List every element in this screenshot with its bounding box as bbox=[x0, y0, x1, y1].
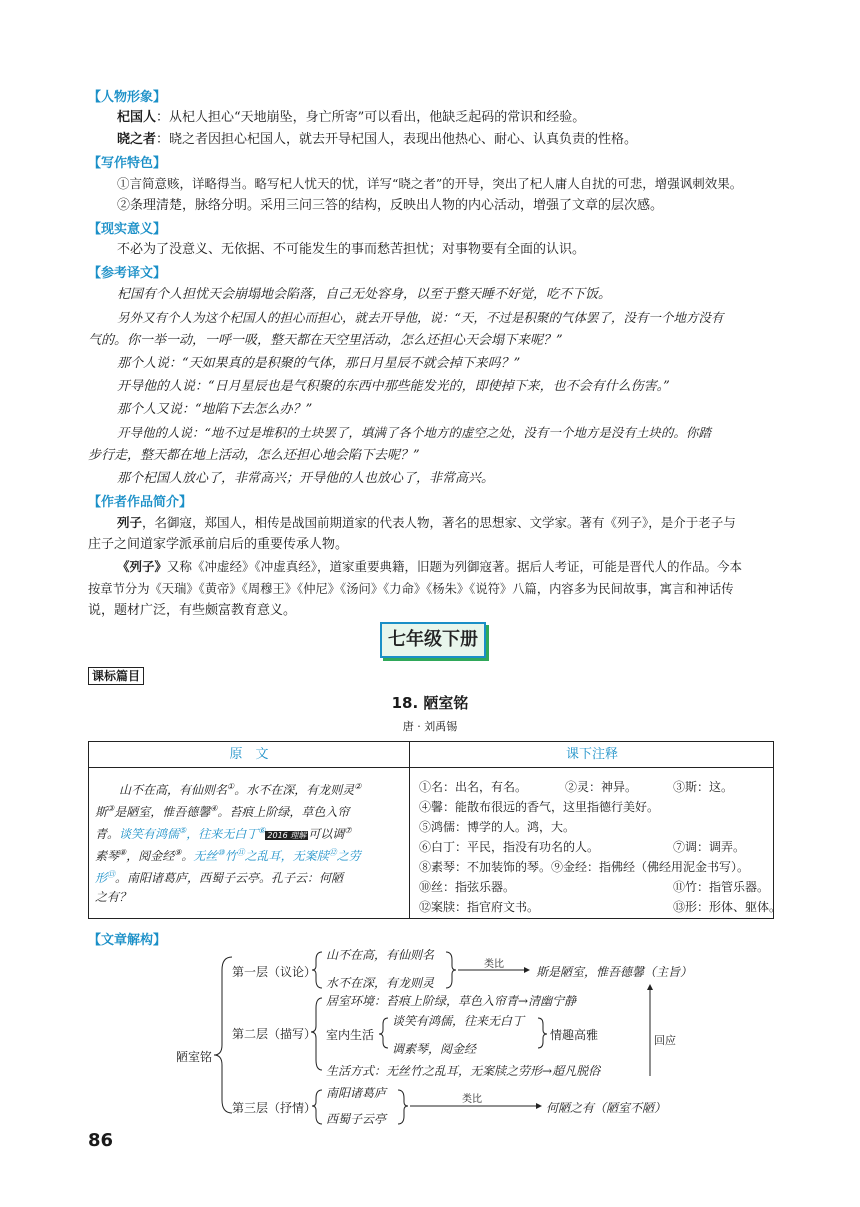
section-tag-translation: 【参考译文】 bbox=[88, 266, 167, 281]
structure-l3a: 南阳诸葛庐 bbox=[326, 1086, 387, 1100]
structure-root: 陋室铭 bbox=[176, 1050, 213, 1064]
structure-l2-life-a: 谈笑有鸿儒，往来无白丁 bbox=[392, 1014, 525, 1028]
character-p1: 杞国人：从杞人担心“天地崩坠，身亡所寄”可以看出，他缺乏起码的常识和经验。 bbox=[117, 110, 586, 125]
note-6: ⑥白丁：平民，指没有功名的人。 bbox=[419, 840, 600, 854]
author-p2b: 按章节分为《天瑞》《黄帝》《周穆王》《仲尼》《汤问》《力命》《杨朱》《说符》八篇，内容多为民间故事，寓言和神话传 bbox=[88, 582, 734, 596]
note-9: ⑨金经：指佛经（佛经用泥金书写）。 bbox=[551, 860, 750, 874]
structure-layer-1: 第一层（议论） bbox=[232, 965, 317, 979]
original-line-5: 形⑬。南阳诸葛庐，西蜀子云亭。孔子云：何陋 bbox=[95, 870, 344, 885]
structure-l2-life: 室内生活 bbox=[326, 1028, 375, 1042]
course-label: 课标篇目 bbox=[88, 667, 144, 685]
note-4: ④馨：能散布很远的香气，这里指德行美好。 bbox=[419, 800, 660, 814]
note-7: ⑦调：调弄。 bbox=[673, 840, 746, 854]
note-3: ③斯：这。 bbox=[673, 780, 734, 794]
structure-l2-life-result: 情趣高雅 bbox=[550, 1028, 599, 1042]
structure-l1-arrow-label: 类比 bbox=[484, 959, 504, 970]
translation-line-4: 那个人说：“天如果真的是积聚的气体，那日月星辰不就会掉下来吗？” bbox=[117, 356, 521, 371]
author-p2c: 说，题材广泛，有些颇富教育意义。 bbox=[88, 603, 297, 618]
writing-p2: ②条理清楚，脉络分明。采用三问三答的结构，反映出人物的内心活动，增强了文章的层次感。 bbox=[117, 198, 664, 213]
note-1: ①名：出名，有名。 bbox=[419, 780, 528, 794]
structure-echo: 回应 bbox=[654, 1034, 676, 1047]
structure-l2-life-b: 调素琴，阅金经 bbox=[392, 1042, 477, 1056]
note-13: ⑬形：形体、躯体。 bbox=[673, 900, 782, 914]
section-tag-writing: 【写作特色】 bbox=[88, 156, 167, 171]
translation-line-2: 另外又有个人为这个杞国人的担心而担心，就去开导他，说：“天，不过是积聚的气体罢了，没有一个地方没有 bbox=[117, 310, 724, 325]
original-line-3: 青。谈笑有鸿儒⑤，往来无白丁⑥2016 理解 可以调⑦ bbox=[95, 826, 352, 841]
lesson-author: 唐 · 刘禹锡 bbox=[402, 720, 458, 733]
meaning-p1: 不必为了没意义、无依据、不可能发生的事而愁苦担忧；对事物要有全面的认识。 bbox=[117, 242, 586, 257]
structure-layer-2: 第二层（描写） bbox=[232, 1027, 317, 1041]
section-tag-meaning: 【现实意义】 bbox=[88, 222, 167, 237]
structure-l3-result: 何陋之有（陋室不陋） bbox=[546, 1101, 667, 1115]
translation-line-5: 开导他的人说：“日月星辰也是气积聚的东西中那些能发光的，即使掉下来，也不会有什么伤害。” bbox=[117, 379, 670, 394]
structure-l1b: 水不在深，有龙则灵 bbox=[326, 976, 435, 990]
writing-p1: ①言简意赅，详略得当。略写杞人忧天的忧，详写“晓之者”的开导，突出了杞人庸人自扰的可悲，增强讽刺效果。 bbox=[117, 176, 743, 191]
note-8: ⑧素琴：不加装饰的琴。 bbox=[419, 860, 552, 874]
note-2: ②灵：神异。 bbox=[565, 780, 638, 794]
author-name: 列子 bbox=[117, 515, 143, 530]
lesson-title: 18. 陋室铭 bbox=[391, 694, 469, 712]
structure-l3b: 西蜀子云亭 bbox=[326, 1112, 387, 1126]
translation-line-6: 那个人又说：“地陷下去怎么办？” bbox=[117, 402, 313, 417]
structure-l2-way: 生活方式：无丝竹之乱耳，无案牍之劳形→超凡脱俗 bbox=[326, 1064, 601, 1078]
author-p2a: 《列子》又称《冲虚经》《冲虚真经》，道家重要典籍，旧题为列御寇著。据后人考证，可能是晋代人的作品。今本 bbox=[117, 559, 743, 574]
translation-line-9: 那个杞国人放心了，非常高兴；开导他的人也放心了，非常高兴。 bbox=[117, 471, 495, 486]
translation-line-1: 杞国有个人担忧天会崩塌地会陷落，自己无处容身，以至于整天睡不好觉，吃不下饭。 bbox=[117, 287, 612, 302]
table-header-notes: 课下注释 bbox=[410, 742, 774, 768]
structure-l1a: 山不在高，有仙则名 bbox=[326, 948, 435, 962]
character-p2: 晓之者：晓之者因担心杞国人，就去开导杞国人，表现出他热心、耐心、认真负责的性格。 bbox=[117, 132, 638, 147]
note-5: ⑤鸿儒：博学的人。鸿，大。 bbox=[419, 820, 576, 834]
character-name-1: 杞国人 bbox=[117, 110, 157, 125]
structure-l2-env: 居室环境：苔痕上阶绿，草色入帘青→清幽宁静 bbox=[326, 994, 577, 1008]
translation-line-8: 步行走，整天都在地上活动，怎么还担心地会陷下去呢？” bbox=[88, 448, 420, 463]
translation-line-3: 气的。你一举一动，一呼一吸，整天都在天空里活动，怎么还担心天会塌下来呢？” bbox=[88, 333, 563, 348]
table-header-original: 原 文 bbox=[89, 742, 409, 768]
chapter-title: 七年级下册 bbox=[380, 622, 486, 658]
character-name-2: 晓之者 bbox=[117, 132, 157, 147]
note-10: ⑩丝：指弦乐器。 bbox=[419, 880, 516, 894]
structure-l3-arrow-label: 类比 bbox=[462, 1094, 482, 1105]
original-line-1: 山不在高，有仙则名①。水不在深，有龙则灵② bbox=[119, 782, 362, 797]
section-tag-structure: 【文章解构】 bbox=[88, 933, 167, 948]
exam-badge: 2016 理解 bbox=[267, 831, 307, 840]
note-11: ⑪竹：指管乐器。 bbox=[673, 880, 770, 894]
author-p1b: 庄子之间道家学派承前启后的重要传承人物。 bbox=[88, 537, 349, 552]
original-line-2: 斯③是陋室，惟吾德馨④。苔痕上阶绿，草色入帘 bbox=[95, 804, 350, 819]
structure-layer-3: 第三层（抒情） bbox=[232, 1101, 317, 1115]
section-tag-author: 【作者作品简介】 bbox=[88, 495, 193, 510]
book-name: 《列子》 bbox=[117, 559, 168, 574]
structure-l1-result: 斯是陋室，惟吾德馨（主旨） bbox=[536, 965, 693, 979]
author-p1a: 列子，名御寇，郑国人，相传是战国前期道家的代表人物，著名的思想家、文学家。著有《列子》，是介于老子与 bbox=[117, 515, 736, 530]
section-tag-character: 【人物形象】 bbox=[88, 90, 167, 105]
original-line-6: 之有？ bbox=[95, 890, 132, 904]
note-12: ⑫案牍：指官府文书。 bbox=[419, 900, 540, 914]
translation-line-7: 开导他的人说：“地不过是堆积的土块罢了，填满了各个地方的虚空之处，没有一个地方是没有土块的。你踏 bbox=[117, 425, 711, 440]
original-line-4: 素琴⑧，阅金经⑨。无丝⑩竹⑪之乱耳，无案牍⑫之劳 bbox=[95, 848, 361, 863]
page-number: 86 bbox=[88, 1130, 114, 1151]
